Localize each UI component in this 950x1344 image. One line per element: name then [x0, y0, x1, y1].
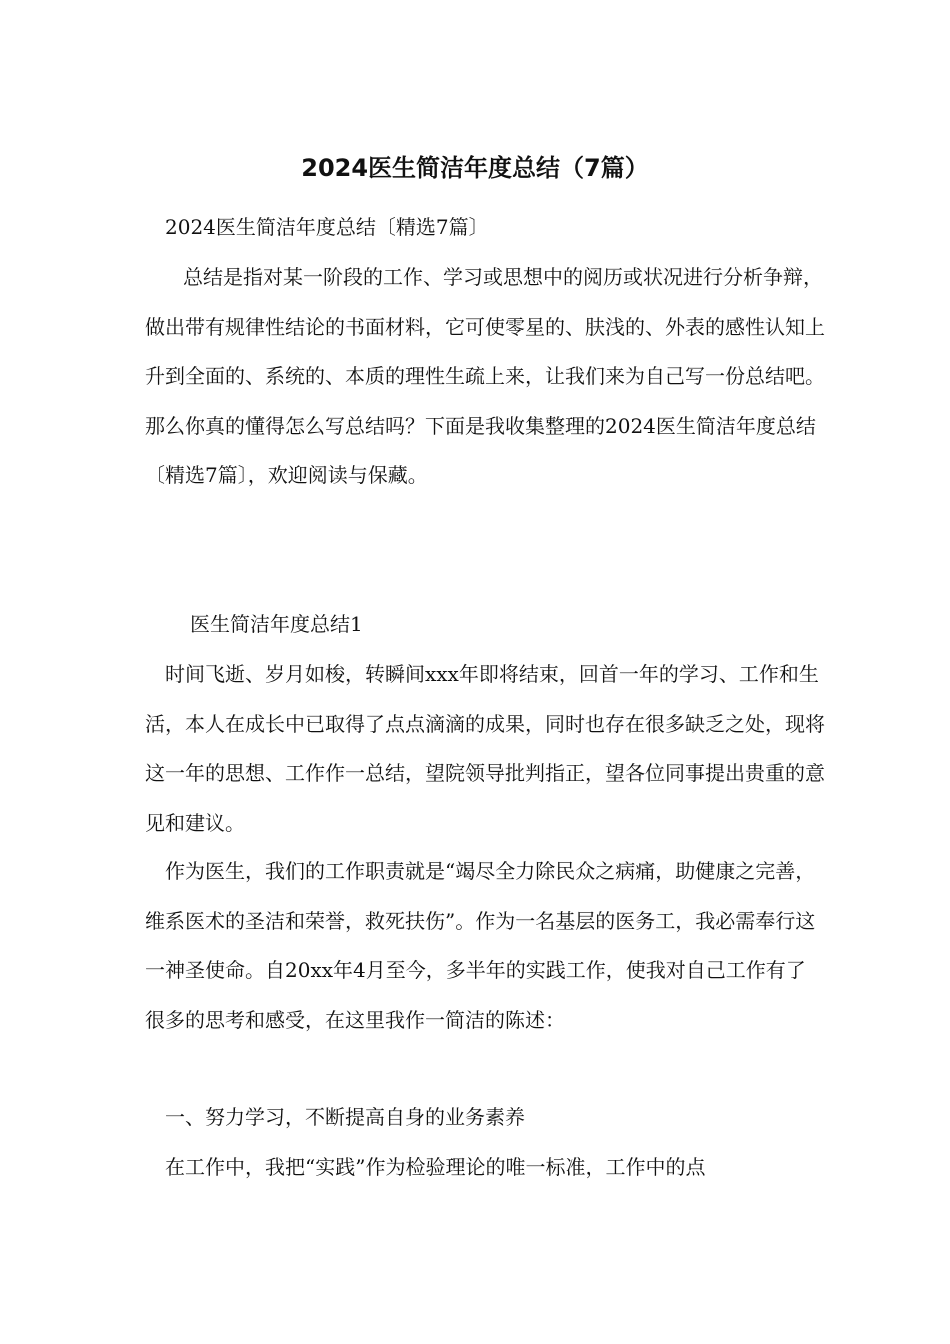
intro-paragraph: 总结是指对某一阶段的工作、学习或思想中的阅历或状况进行分析争辩，做出带有规律性结论的书面材料，它可使零星的、肤浅的、外表的感性认知上升到全面的、系统的、本质的理性生疏上来，让我们来为自己写一份总结吧。那么你真的懂得怎么写总结吗？下面是我收集整理的2024医生简洁年度总结〔精选7篇〕，欢迎阅读与保藏。: [145, 265, 825, 487]
body-paragraph: 时间飞逝、岁月如梭，转瞬间xxx年即将结束，回首一年的学习、工作和生活，本人在成长中已取得了点点滴滴的成果，同时也存在很多缺乏之处，现将这一年的思想、工作作一总结，望院领导批判指正，望各位同事提出贵重的意见和建议。: [145, 662, 825, 835]
body-paragraph: 在工作中，我把“实践”作为检验理论的唯一标准，工作中的点: [165, 1155, 706, 1179]
subsection-heading: 一、努力学习，不断提高自身的业务素养: [165, 1105, 525, 1129]
body-paragraph: 作为医生，我们的工作职责就是“竭尽全力除民众之病痛，助健康之完善，维系医术的圣洁和荣誉，救死扶伤”。作为一名基层的医务工，我必需奉行这一神圣使命。自20xx年4月至今，多半年的实践工作，使我对自己工作有了很多的思考和感受，在这里我作一简洁的陈述：: [145, 859, 816, 1032]
document-title: 2024医生简洁年度总结（7篇）: [301, 154, 649, 182]
section-heading: 医生简洁年度总结1: [190, 612, 363, 636]
document-subtitle: 2024医生简洁年度总结〔精选7篇〕: [165, 215, 489, 239]
